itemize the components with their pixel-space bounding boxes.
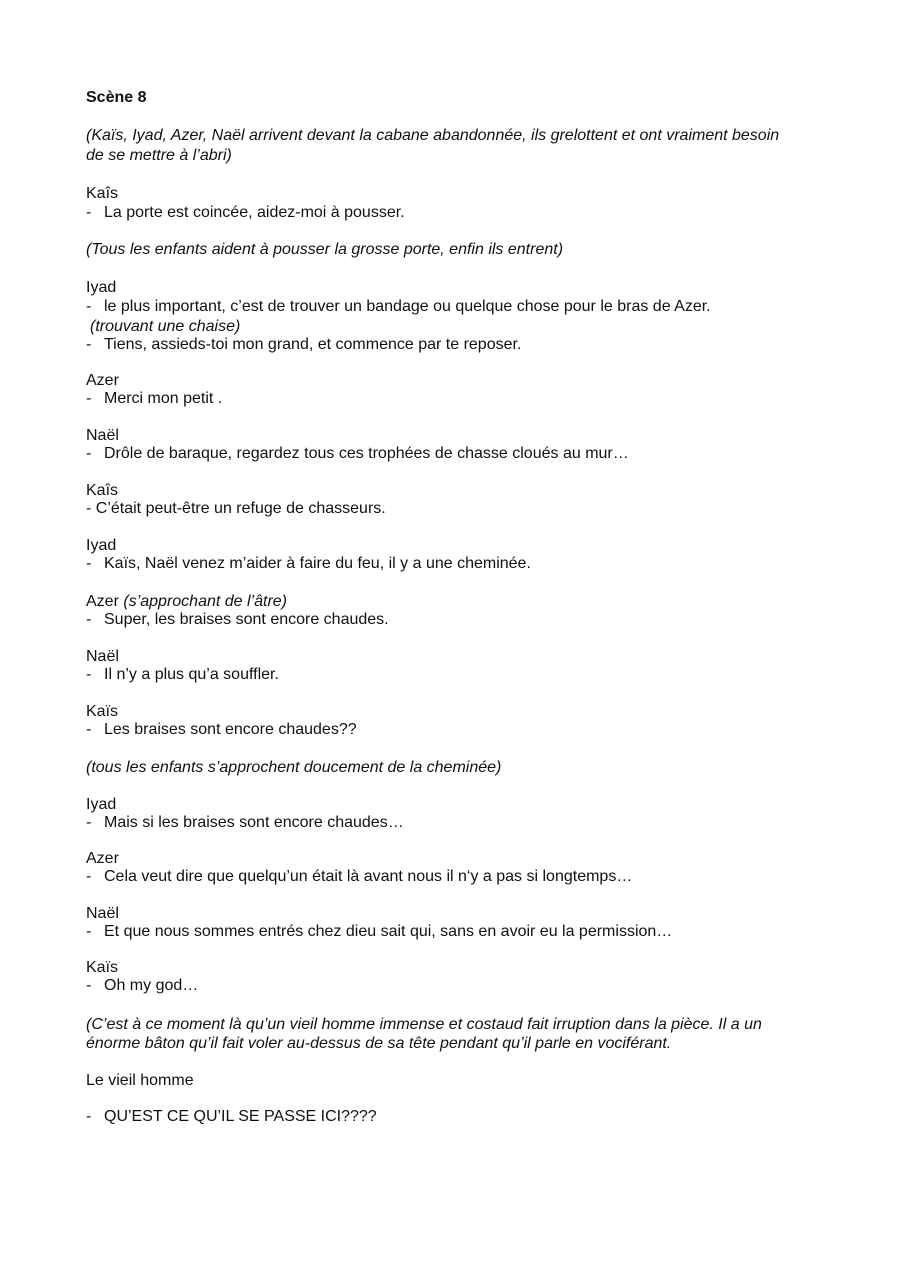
- dialogue-text: La porte est coincée, aidez-moi à pousser.: [104, 204, 405, 221]
- dialogue-dash: -: [86, 390, 92, 407]
- speaker-name: Le vieil homme: [86, 1072, 194, 1089]
- dialogue-dash: -: [86, 336, 92, 353]
- dialogue-dash: -: [86, 666, 92, 683]
- dialogue-line: [86, 610, 389, 629]
- dialogue-line: [86, 297, 711, 316]
- dialogue-line: [86, 813, 404, 832]
- dialogue-text: Et que nous sommes entrés chez dieu sait qui, sans en avoir eu la permission…: [104, 923, 673, 940]
- dialogue-line: [86, 720, 357, 739]
- dialogue-line: [86, 1107, 377, 1126]
- dialogue-line: - C’était peut-être un refuge de chasseurs.: [86, 500, 386, 517]
- dialogue-text: Les braises sont encore chaudes??: [104, 721, 357, 738]
- speaker-name: Kaîs: [86, 482, 119, 499]
- dialogue-dash: -: [86, 204, 92, 221]
- dialogue-text: Tiens, assieds-toi mon grand, et commence par te reposer.: [104, 336, 522, 353]
- speaker-name: Naël: [86, 427, 119, 444]
- dialogue-line: [86, 665, 279, 684]
- dialogue-dash: -: [86, 1108, 92, 1125]
- speaker-name: Azer: [86, 593, 119, 610]
- speaker-name: Kaîs: [86, 185, 119, 202]
- stage-aside: (s’approchant de l’âtre): [123, 593, 287, 610]
- speaker-name: Kaïs: [86, 703, 119, 720]
- stage-direction: (Tous les enfants aident à pousser la grosse porte, enfin ils entrent): [86, 241, 564, 258]
- dialogue-line: [86, 203, 405, 222]
- dialogue-text: Oh my god…: [104, 977, 199, 994]
- speaker-name: Azer: [86, 850, 119, 867]
- dialogue-dash: -: [86, 611, 92, 628]
- dialogue-dash: -: [86, 923, 92, 940]
- speaker-name: Azer: [86, 372, 119, 389]
- speaker-name: Naël: [86, 648, 119, 665]
- dialogue-text: le plus important, c’est de trouver un bandage ou quelque chose pour le bras de Azer.: [104, 298, 711, 315]
- dialogue-dash: -: [86, 814, 92, 831]
- speaker-name: Iyad: [86, 279, 117, 296]
- dialogue-text: Mais si les braises sont encore chaudes…: [104, 814, 404, 831]
- dialogue-line: [86, 922, 672, 941]
- dialogue-text: Merci mon petit .: [104, 390, 223, 407]
- stage-aside: (trouvant une chaise): [90, 318, 241, 335]
- stage-direction-final-line-2: énorme bâton qu’il fait voler au-dessus de sa tête pendant qu’il parle en vociférant.: [86, 1035, 672, 1052]
- speaker-name: Iyad: [86, 537, 117, 554]
- dialogue-text: Super, les braises sont encore chaudes.: [104, 611, 389, 628]
- speaker-name: Iyad: [86, 796, 117, 813]
- dialogue-line: [86, 335, 521, 354]
- dialogue-line: [86, 554, 531, 573]
- dialogue-line: [86, 867, 632, 886]
- dialogue-dash: -: [86, 977, 92, 994]
- speaker-with-aside: [86, 592, 287, 611]
- speaker-name: Naël: [86, 905, 119, 922]
- dialogue-dash: -: [86, 298, 92, 315]
- dialogue-text: Cela veut dire que quelqu’un était là avant nous il n‘y a pas si longtemps…: [104, 868, 633, 885]
- dialogue-dash: -: [86, 555, 92, 572]
- speaker-name: Kaïs: [86, 959, 119, 976]
- stage-direction-intro-line-1: (Kaïs, Iyad, Azer, Naël arrivent devant la cabane abandonnée, ils grelottent et ont vraiment besoin: [86, 127, 780, 144]
- dialogue-line: [86, 444, 629, 463]
- stage-direction-intro-line-2: de se mettre à l’abri): [86, 147, 232, 164]
- dialogue-text: Il n’y a plus qu’a souffler.: [104, 666, 279, 683]
- dialogue-dash: -: [86, 868, 92, 885]
- scene-title: Scène 8: [86, 89, 147, 106]
- dialogue-text: Drôle de baraque, regardez tous ces trophées de chasse cloués au mur…: [104, 445, 629, 462]
- dialogue-dash: -: [86, 721, 92, 738]
- dialogue-dash: -: [86, 445, 92, 462]
- dialogue-text: Kaïs, Naël venez m’aider à faire du feu, il y a une cheminée.: [104, 555, 531, 572]
- dialogue-line: [86, 389, 222, 408]
- stage-direction: (tous les enfants s’approchent doucement de la cheminée): [86, 759, 502, 776]
- dialogue-text: QU’EST CE QU’IL SE PASSE ICI????: [104, 1108, 377, 1125]
- dialogue-line: [86, 976, 198, 995]
- stage-direction-final-line-1: (C’est à ce moment là qu’un vieil homme immense et costaud fait irruption dans la pièce. Il a un: [86, 1016, 762, 1033]
